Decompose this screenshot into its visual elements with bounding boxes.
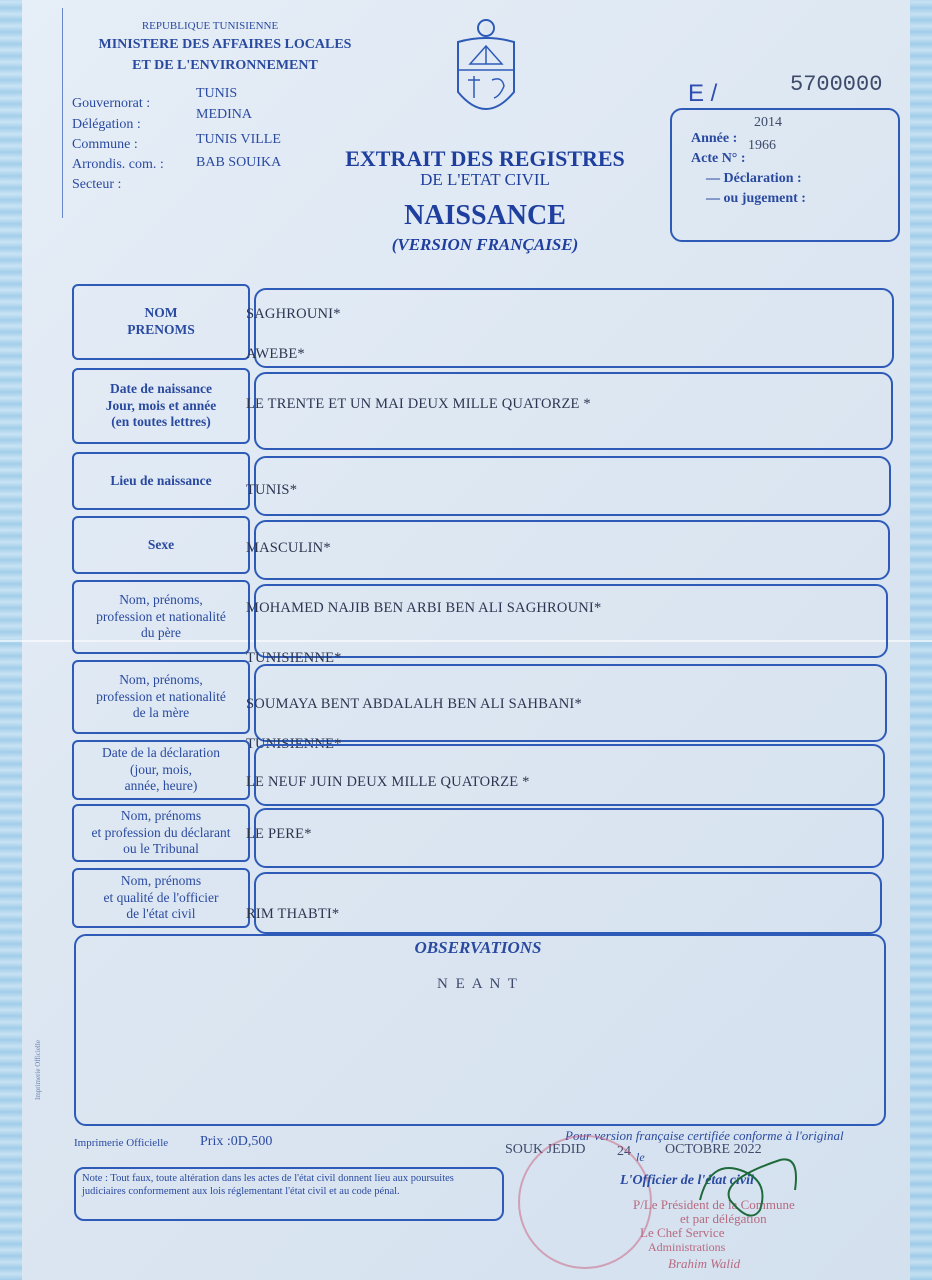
row-value-0-0: SAGHROUNI*: [246, 306, 341, 322]
imprimerie-text: Imprimerie Officielle: [74, 1137, 169, 1149]
officer-line2: et par délégation: [680, 1211, 767, 1226]
coat-of-arms-icon: [450, 18, 522, 128]
row-value-box-2: [254, 456, 891, 516]
row-label-8: Nom, prénoms et qualité de l'officier de l'état civil: [72, 868, 250, 928]
officer-line4: Administrations: [648, 1240, 726, 1254]
side-imprint: Imprimerie Officielle: [34, 1040, 42, 1100]
officer-title: L'Officier de l'état civil: [620, 1173, 754, 1188]
row-value-box-8: [254, 872, 882, 934]
row-value-8-0: RIM THABTI*: [246, 906, 340, 922]
acte-label: Acte N° :: [691, 151, 746, 166]
note-text: Note : Tout faux, toute altération dans les actes de l'état civil donnent lieu aux poursuites judiciaires conformement aux lois réglementant l'état civil et au code pénal.: [82, 1173, 454, 1197]
secteur-label: Secteur :: [72, 177, 122, 192]
title-main: NAISSANCE: [404, 200, 566, 231]
row-value-box-0: [254, 288, 894, 368]
title-version: (VERSION FRANÇAISE): [391, 235, 579, 254]
prix-text: Prix :0D,500: [200, 1134, 273, 1149]
commune-value: TUNIS VILLE: [196, 132, 281, 147]
row-value-1-0: LE TRENTE ET UN MAI DEUX MILLE QUATORZE *: [246, 396, 591, 412]
row-value-box-7: [254, 808, 884, 868]
acte-value: 1966: [748, 138, 776, 153]
delegation-label: Délégation :: [72, 117, 141, 132]
row-label-0: NOM PRENOMS: [72, 284, 250, 360]
jugement-label: — ou jugement :: [706, 191, 806, 206]
signature-icon: [690, 1140, 810, 1220]
arrondissement-label: Arrondis. com. :: [72, 157, 164, 172]
row-label-1: Date de naissance Jour, mois et année (en toutes lettres): [72, 368, 250, 444]
row-value-0-1: AWEBE*: [246, 346, 305, 362]
official-stamp: [518, 1135, 652, 1269]
reference-prefix: E /: [688, 80, 718, 107]
row-label-4: Nom, prénoms, profession et nationalité du père: [72, 580, 250, 654]
officer-line1: P/Le Président de la Commune: [633, 1197, 795, 1212]
row-value-box-3: [254, 520, 890, 580]
ministry-line1: MINISTERE DES AFFAIRES LOCALES: [98, 37, 352, 52]
row-value-5-1: TUNISIENNE*: [246, 736, 342, 752]
row-value-4-1: TUNISIENNE*: [246, 650, 342, 666]
officer-line3: Le Chef Service: [640, 1225, 725, 1240]
republic-text: REPUBLIQUE TUNISIENNE: [141, 20, 279, 32]
commune-label: Commune :: [72, 137, 138, 152]
certified-text: Pour version française certifiée conforme à l'original: [565, 1128, 844, 1143]
arrondissement-value: BAB SOUIKA: [196, 155, 282, 170]
row-label-6: Date de la déclaration (jour, mois, année, heure): [72, 740, 250, 800]
annee-label: Année :: [691, 131, 738, 146]
gouvernorat-value: TUNIS: [196, 86, 238, 101]
row-value-2-0: TUNIS*: [246, 482, 298, 498]
row-value-3-0: MASCULIN*: [246, 540, 331, 556]
place-text: SOUK JEDID: [505, 1142, 586, 1157]
observations-title: OBSERVATIONS: [414, 938, 542, 957]
observations-box: [74, 934, 886, 1126]
delegation-value: MEDINA: [196, 107, 252, 122]
title-line2: DE L'ETAT CIVIL: [420, 170, 550, 189]
row-value-box-4: [254, 584, 888, 658]
date-day: 24: [617, 1144, 631, 1159]
date-le: le: [636, 1150, 645, 1164]
reference-number: 5700000: [790, 72, 883, 97]
ministry-line2: ET DE L'ENVIRONNEMENT: [132, 58, 318, 73]
annee-value: 2014: [754, 115, 782, 130]
declaration-label: — Déclaration :: [706, 171, 802, 186]
row-label-2: Lieu de naissance: [72, 452, 250, 510]
row-value-5-0: SOUMAYA BENT ABDALALH BEN ALI SAHBANI*: [246, 696, 582, 712]
row-value-4-0: MOHAMED NAJIB BEN ARBI BEN ALI SAGHROUNI*: [246, 600, 602, 616]
observations-text: N E A N T: [437, 976, 519, 992]
gouvernorat-label: Gouvernorat :: [72, 96, 151, 111]
date-rest: OCTOBRE 2022: [665, 1142, 762, 1157]
title-line1: EXTRAIT DES REGISTRES: [345, 146, 625, 171]
row-value-6-0: LE NEUF JUIN DEUX MILLE QUATORZE *: [246, 774, 530, 790]
row-label-5: Nom, prénoms, profession et nationalité de la mère: [72, 660, 250, 734]
row-label-7: Nom, prénoms et profession du déclarant ou le Tribunal: [72, 804, 250, 862]
row-label-3: Sexe: [72, 516, 250, 574]
officer-name: Brahim Walid: [668, 1256, 741, 1271]
row-value-7-0: LE PERE*: [246, 826, 312, 842]
left-rule: [62, 8, 63, 218]
